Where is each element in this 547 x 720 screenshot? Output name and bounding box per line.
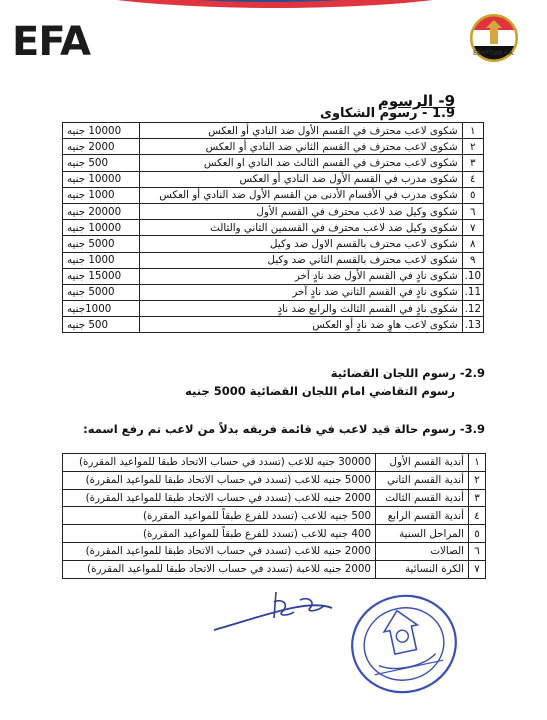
registration-fee: 2000 جنيه للاعب (تسدد في حساب الاتحاد طبقا للمواعيد المقررة)	[63, 489, 376, 507]
row-number: ٦	[462, 203, 483, 219]
registration-fee: 500 جنيه للاعب (تسدد للفرع طبقاً للمواعيد المقررة)	[63, 507, 376, 525]
row-number: 13.	[462, 317, 483, 333]
table-row	[63, 203, 484, 219]
registration-fee: 2000 جنيه للاعبة (تسدد في حساب الاتحاد طبقا للمواعيد المقررة)	[63, 560, 376, 578]
table-row	[63, 542, 486, 560]
player-registration-heading: 3.9- رسوم حالة قيد لاعب في قائمة فريقه بدلاً من لاعب تم رفع اسمه:	[83, 422, 485, 436]
registration-fees-table	[62, 453, 486, 579]
table-row	[63, 525, 486, 543]
section-title: 9- الرسوم	[377, 92, 455, 110]
row-number: ٥	[469, 525, 486, 543]
club-category: أندية القسم الأول	[376, 454, 469, 472]
table-row	[63, 139, 484, 155]
row-number: 12.	[462, 301, 483, 317]
complaint-fee: 10000 جنيه	[63, 171, 140, 187]
complaint-fee: 500 جنيه	[63, 155, 140, 171]
table-row	[63, 236, 484, 252]
club-category: أندية القسم الثالث	[376, 489, 469, 507]
club-category: الصالات	[376, 542, 469, 560]
header-color-band	[0, 0, 547, 14]
row-number: ٣	[462, 155, 483, 171]
club-category: الكرة النسائية	[376, 560, 469, 578]
table-row	[63, 171, 484, 187]
efa-logo-text: EFA	[12, 19, 91, 65]
row-number: ٥	[462, 187, 483, 203]
complaint-description: شكوى مدرب في الأقسام الأدنى من القسم الأول ضد النادي أو العكس	[139, 187, 462, 203]
official-stamp-icon	[345, 588, 463, 700]
row-number: ١	[469, 454, 486, 472]
complaint-fee: 5000 جنيه	[63, 284, 140, 300]
table-row	[63, 268, 484, 284]
judicial-committees-heading: 2.9- رسوم اللجان القضائية	[330, 366, 485, 380]
club-category: أندية القسم الرابع	[376, 507, 469, 525]
table-row	[63, 123, 484, 139]
complaint-fee: 1000جنيه	[63, 301, 140, 317]
table-row	[63, 252, 484, 268]
table-row	[63, 560, 486, 578]
complaint-fee: 15000 جنيه	[63, 268, 140, 284]
row-number: ٧	[462, 220, 483, 236]
row-number: ٤	[469, 507, 486, 525]
complaint-description: شكوى وكيل ضد لاعب محترف في القسمين الثاني والثالث	[139, 220, 462, 236]
complaint-description: شكوى لاعب محترف في القسم الثاني ضد النادي أو العكس	[139, 139, 462, 155]
table-row	[63, 454, 486, 472]
registration-fee: 5000 جنيه للاعب (تسدد في حساب الاتحاد طبقا للمواعيد المقررة)	[63, 471, 376, 489]
row-number: ٩	[462, 252, 483, 268]
complaint-fee: 1000 جنيه	[63, 252, 140, 268]
complaint-description: شكوى لاعب محترف في القسم الثالث ضد النادي او العكس	[139, 155, 462, 171]
table-row	[63, 471, 486, 489]
row-number: ٨	[462, 236, 483, 252]
table-row	[63, 187, 484, 203]
row-number: 10.	[462, 268, 483, 284]
complaint-fee: 10000 جنيه	[63, 220, 140, 236]
registration-fee: 2000 جنيه للاعب (تسدد في حساب الاتحاد طبقا للمواعيد المقررة)	[63, 542, 376, 560]
complaint-fee: 10000 جنيه	[63, 123, 140, 139]
table-row	[63, 507, 486, 525]
club-category: المراحل السنية	[376, 525, 469, 543]
complaint-description: شكوى لاعب هاوٍ ضد نادٍ أو العكس	[139, 317, 462, 333]
signature-icon	[212, 582, 362, 632]
complaint-description: شكوى نادٍ في القسم الأول ضد نادٍ آخر	[139, 268, 462, 284]
complaint-description: شكوى لاعب محترف بالقسم الثاني ضد وكيل	[139, 252, 462, 268]
row-number: ٤	[462, 171, 483, 187]
complaint-description: شكوى نادٍ في القسم الثاني ضد نادٍ آخر	[139, 284, 462, 300]
row-number: ٣	[469, 489, 486, 507]
section-subtitle: 1.9 - رسوم الشكاوى	[320, 106, 455, 121]
club-category: أندية القسم الثاني	[376, 471, 469, 489]
row-number: ٢	[462, 139, 483, 155]
federation-logo-icon	[462, 14, 526, 66]
table-row	[63, 220, 484, 236]
table-row	[63, 284, 484, 300]
row-number: ٧	[469, 560, 486, 578]
complaint-description: شكوى لاعب محترف بالقسم الاول ضد وكيل	[139, 236, 462, 252]
complaint-fee: 5000 جنيه	[63, 236, 140, 252]
complaint-description: شكوى مدرب في القسم الأول ضد النادي أو العكس	[139, 171, 462, 187]
row-number: ٦	[469, 542, 486, 560]
table-row	[63, 317, 484, 333]
complaints-fees-table	[62, 122, 484, 333]
row-number: ١	[462, 123, 483, 139]
table-row	[63, 489, 486, 507]
registration-fee: 400 جنيه للاعب (تسدد للفرع طبقاً للمواعيد المقررة)	[63, 525, 376, 543]
complaint-description: شكوى وكيل ضد لاعب محترف في القسم الأول	[139, 203, 462, 219]
complaint-description: شكوى لاعب محترف في القسم الأول ضد النادي أو العكس	[139, 123, 462, 139]
complaint-fee: 2000 جنيه	[63, 139, 140, 155]
complaint-fee: 20000 جنيه	[63, 203, 140, 219]
complaint-description: شكوى نادٍ في القسم الثالث والرابع ضد نادٍ	[139, 301, 462, 317]
logo-caption: EGYPTIAN F.A.	[473, 50, 515, 57]
table-row	[63, 301, 484, 317]
registration-fee: 30000 جنيه للاعب (تسدد في حساب الاتحاد طبقا للمواعيد المقررة)	[63, 454, 376, 472]
table-row	[63, 155, 484, 171]
complaint-fee: 1000 جنيه	[63, 187, 140, 203]
complaint-fee: 500 جنيه	[63, 317, 140, 333]
judicial-committees-fee-line: رسوم التقاضي امام اللجان القضائية 5000 جنيه	[185, 384, 455, 398]
row-number: 11.	[462, 284, 483, 300]
row-number: ٢	[469, 471, 486, 489]
